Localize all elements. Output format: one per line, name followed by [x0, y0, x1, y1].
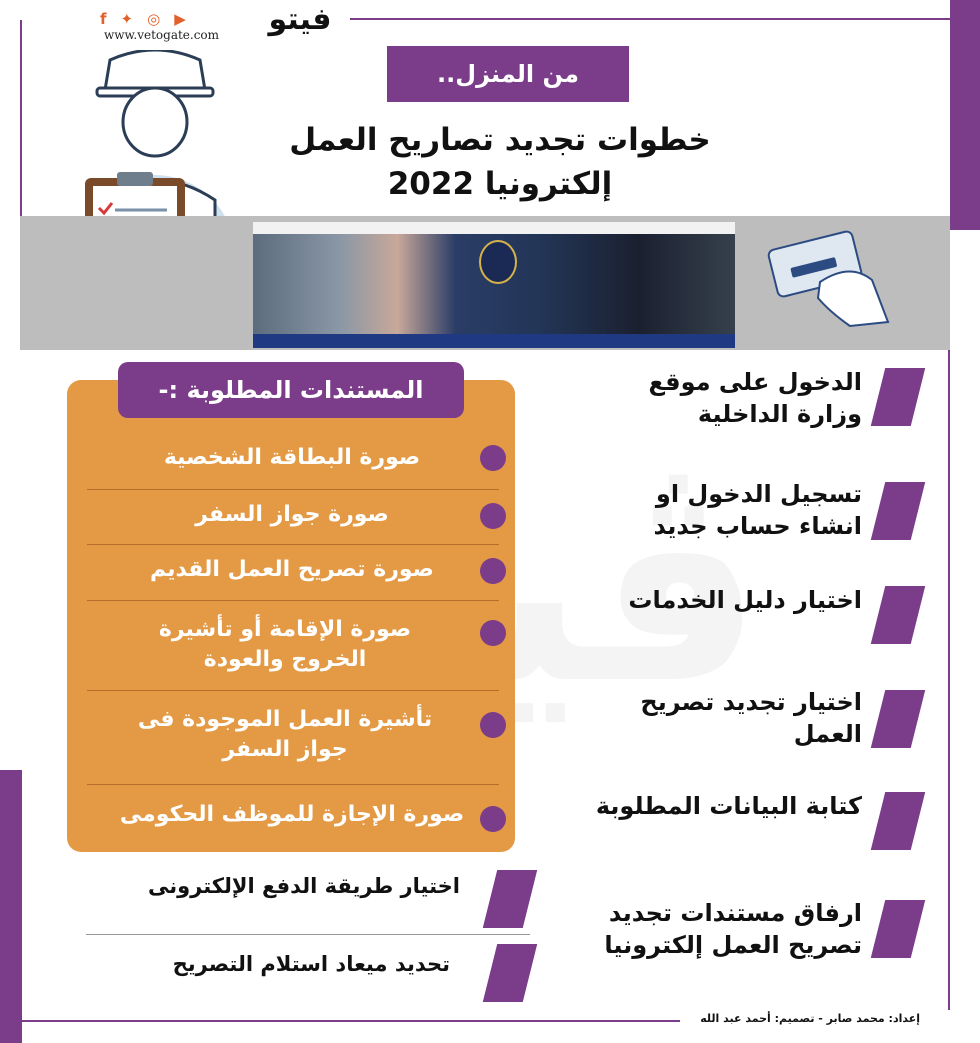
facebook-icon[interactable]: f	[100, 10, 107, 28]
page-title-line1: خطوات تجديد تصاريح العمل	[289, 122, 711, 158]
bullet-dot	[480, 445, 506, 471]
requirement-item: صورة تصريح العمل القديم	[150, 557, 434, 582]
step-text: تسجيل الدخول او انشاء حساب جديد	[653, 480, 862, 540]
instagram-icon[interactable]: ◎	[147, 10, 161, 28]
requirement-item: تأشيرة العمل الموجودة فى جواز السفر	[137, 707, 433, 762]
divider	[87, 690, 499, 691]
ministry-emblem-icon	[479, 240, 517, 284]
divider	[86, 934, 530, 935]
twitter-icon[interactable]: ✦	[120, 10, 134, 28]
bullet-dot	[480, 503, 506, 529]
social-icons	[100, 8, 240, 30]
step-text: اختيار تجديد تصريح العمل	[640, 688, 862, 748]
requirement-item: صورة الإقامة أو تأشيرة الخروج والعودة	[158, 617, 412, 672]
hand-card-illustration	[760, 222, 900, 332]
bullet-dot	[480, 620, 506, 646]
step-marker	[871, 368, 925, 426]
brand-logo: فيتو	[268, 2, 332, 37]
bottom-step-text: تحديد ميعاد استلام التصريح	[172, 952, 450, 976]
page-title-line2: إلكترونيا 2022	[387, 166, 613, 202]
frame-left-top-line	[20, 20, 22, 216]
frame-left-bar	[0, 770, 22, 1043]
frame-bottom-line	[20, 1020, 680, 1022]
youtube-icon[interactable]: ▶	[174, 10, 186, 28]
page-title	[260, 118, 740, 206]
credit-text: إعداد: محمد صابر - تصميم: أحمد عبد الله	[700, 1012, 920, 1025]
divider	[87, 784, 499, 785]
website-nav-bar	[253, 334, 735, 348]
step-text: كتابة البيانات المطلوبة	[595, 792, 862, 820]
bottom-step-marker	[483, 870, 537, 928]
bullet-dot	[480, 558, 506, 584]
requirement-item: صورة جواز السفر	[195, 502, 389, 527]
bullet-dot	[480, 806, 506, 832]
bottom-step-text: اختيار طريقة الدفع الإلكترونى	[147, 874, 460, 898]
step-text: اختيار دليل الخدمات	[628, 586, 862, 614]
step-text: الدخول على موقع وزارة الداخلية	[648, 368, 862, 428]
step-marker	[871, 482, 925, 540]
frame-right-bar	[950, 0, 980, 230]
step-marker	[871, 690, 925, 748]
ministry-website-screenshot	[253, 222, 735, 348]
step-text: ارفاق مستندات تجديد تصريح العمل إلكترونيا	[604, 899, 862, 959]
intro-tag: من المنزل..	[387, 46, 629, 102]
step-marker	[871, 586, 925, 644]
site-url[interactable]: www.vetogate.com	[104, 28, 220, 42]
step-marker	[871, 900, 925, 958]
frame-top-line	[350, 18, 950, 20]
divider	[87, 600, 499, 601]
divider	[87, 544, 499, 545]
divider	[87, 489, 499, 490]
step-marker	[871, 792, 925, 850]
requirements-heading: المستندات المطلوبة :-	[118, 362, 464, 418]
requirement-item: صورة البطاقة الشخصية	[163, 445, 421, 470]
bullet-dot	[480, 712, 506, 738]
website-topbar	[253, 222, 735, 234]
requirement-item: صورة الإجازة للموظف الحكومى	[119, 802, 465, 827]
bottom-step-marker	[483, 944, 537, 1002]
